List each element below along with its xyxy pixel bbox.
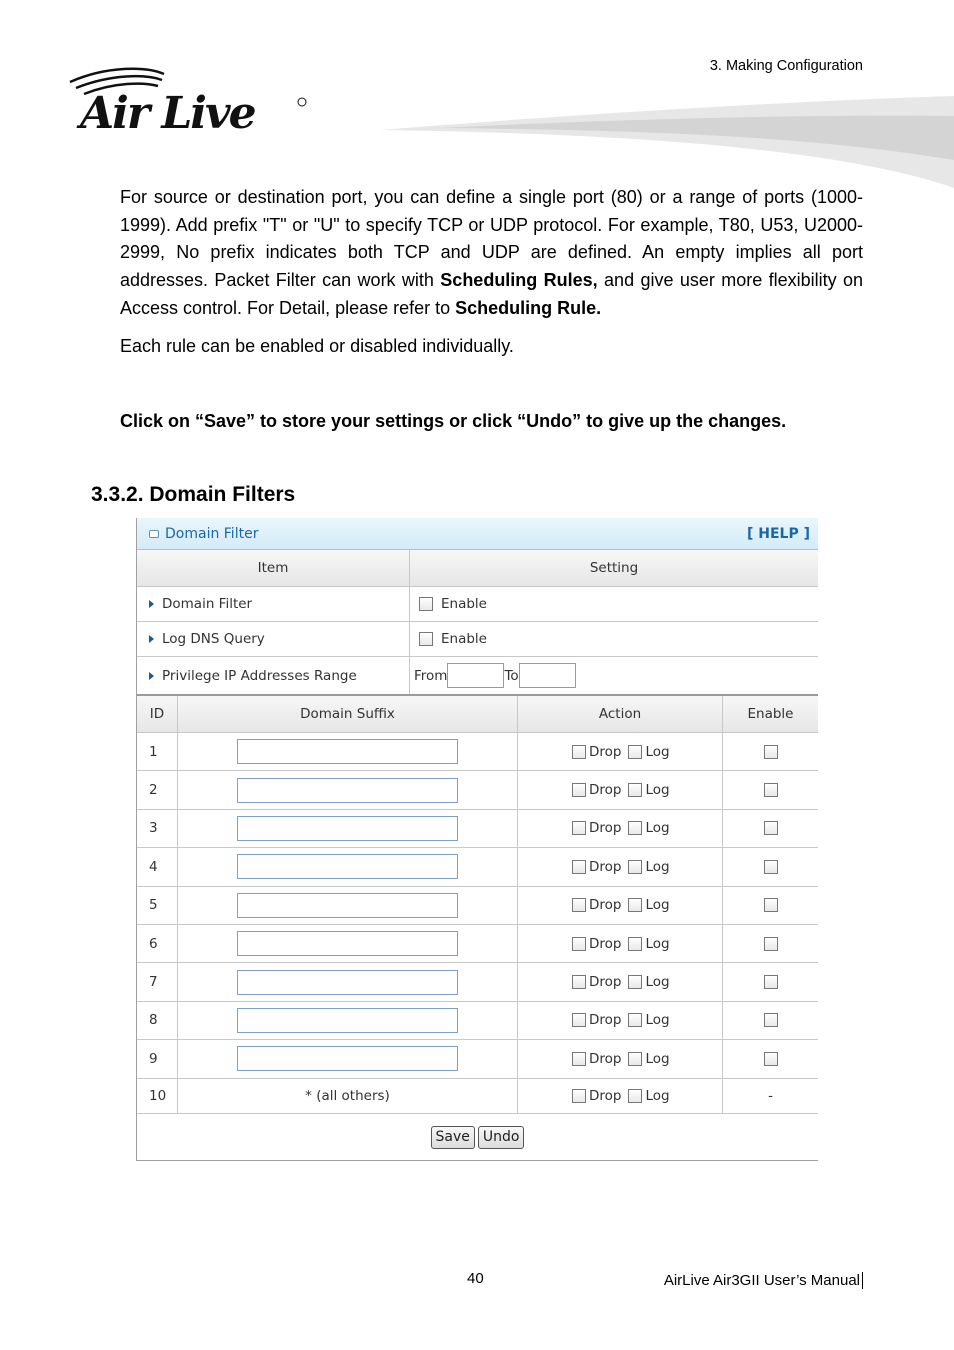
table-row: [137, 771, 818, 809]
panel-title: Domain Filter: [165, 525, 259, 542]
domain-suffix-input[interactable]: [237, 1008, 458, 1033]
domain-suffix-input[interactable]: [237, 1046, 458, 1071]
drop-label: Drop: [589, 743, 622, 760]
row-id: 4: [149, 858, 158, 875]
log-checkbox[interactable]: [628, 975, 642, 989]
row-id: 5: [149, 897, 158, 914]
domain-suffix-input[interactable]: [237, 970, 458, 995]
setting-label: Domain Filter: [162, 596, 253, 612]
panel-titlebar: [137, 518, 818, 550]
drop-label: Drop: [589, 1087, 622, 1104]
row-id: 1: [149, 743, 158, 760]
domain-suffix-input[interactable]: [237, 931, 458, 956]
enable-checkbox[interactable]: [764, 1013, 778, 1027]
airlive-logo: [66, 66, 316, 141]
drop-checkbox[interactable]: [572, 821, 586, 835]
domain-suffix-input[interactable]: [237, 816, 458, 841]
log-checkbox[interactable]: [628, 860, 642, 874]
arrow-icon: [149, 600, 154, 608]
enable-checkbox[interactable]: [764, 860, 778, 874]
all-others-label: * (all others): [305, 1087, 390, 1104]
enable-dash: -: [768, 1087, 773, 1104]
drop-label: Drop: [589, 858, 622, 875]
drop-label: Drop: [589, 820, 622, 837]
port-description: For source or destination port, you can define a single port (80) or a range of ports (1000-1999). Add prefix "T" or "U" to specify TCP or UDP protocol. For example, T80, U53, U2000-2999, No prefix indicates both TCP and UDP are defined. An empty implies all port addresses. Packet Filter can work with Scheduling Rules, and give user more flexibility on Access control. For Detail, please refer to Scheduling Rule.: [120, 187, 863, 318]
drop-checkbox[interactable]: [572, 1052, 586, 1066]
log-label: Log: [645, 935, 670, 952]
table-row: [137, 887, 818, 925]
row-id: 2: [149, 782, 158, 799]
undo-button[interactable]: Undo: [478, 1126, 525, 1149]
log-dns-enable-checkbox[interactable]: [419, 632, 433, 646]
svg-text:Air Live: Air Live: [80, 88, 255, 136]
log-label: Log: [645, 782, 670, 799]
drop-label: Drop: [589, 897, 622, 914]
log-label: Log: [645, 743, 670, 760]
row-id: 6: [149, 935, 158, 952]
domain-filter-enable-checkbox[interactable]: [419, 597, 433, 611]
to-label: To: [504, 667, 519, 684]
setting-label: Privilege IP Addresses Range: [162, 667, 357, 684]
log-checkbox[interactable]: [628, 1052, 642, 1066]
id-header: ID: [149, 706, 165, 722]
suffix-header: Domain Suffix: [300, 706, 395, 722]
row-id: 10: [149, 1087, 167, 1104]
table-row: [137, 810, 818, 848]
page-number: 40: [467, 1270, 484, 1287]
drop-checkbox[interactable]: [572, 1089, 586, 1103]
log-label: Log: [645, 858, 670, 875]
drop-checkbox[interactable]: [572, 745, 586, 759]
enable-checkbox[interactable]: [764, 745, 778, 759]
domain-filter-row: [137, 587, 818, 622]
log-dns-row: [137, 622, 818, 657]
domain-suffix-input[interactable]: [237, 854, 458, 879]
manual-title: AirLive Air3GII User’s Manual: [664, 1272, 863, 1289]
enable-checkbox[interactable]: [764, 783, 778, 797]
row-id: 7: [149, 974, 158, 991]
settings-header-row: [137, 550, 818, 587]
table-row: [137, 963, 818, 1001]
from-label: From: [414, 667, 448, 684]
drop-checkbox[interactable]: [572, 860, 586, 874]
drop-label: Drop: [589, 1012, 622, 1029]
domain-filter-panel: [136, 518, 818, 1161]
panel-bullet-icon: [149, 530, 159, 538]
ip-from-input[interactable]: [447, 663, 504, 688]
rules-header-row: [137, 696, 818, 733]
enable-checkbox[interactable]: [764, 821, 778, 835]
row-id: 8: [149, 1012, 158, 1029]
enable-label: Enable: [441, 596, 487, 612]
section-heading: 3.3.2. Domain Filters: [91, 483, 296, 506]
log-label: Log: [645, 1050, 670, 1067]
help-link[interactable]: [ HELP ]: [746, 525, 810, 542]
domain-suffix-input[interactable]: [237, 739, 458, 764]
table-row: [137, 848, 818, 886]
table-row: [137, 1002, 818, 1040]
log-checkbox[interactable]: [628, 783, 642, 797]
drop-label: Drop: [589, 1050, 622, 1067]
log-checkbox[interactable]: [628, 1089, 642, 1103]
privilege-ip-row: [137, 657, 818, 696]
drop-checkbox[interactable]: [572, 898, 586, 912]
log-label: Log: [645, 974, 670, 991]
log-checkbox[interactable]: [628, 821, 642, 835]
enable-label: Enable: [441, 631, 487, 647]
header-swoosh: [380, 90, 954, 195]
log-label: Log: [645, 897, 670, 914]
domain-suffix-input[interactable]: [237, 778, 458, 803]
setting-header: Setting: [589, 560, 639, 576]
button-row: [137, 1114, 818, 1160]
domain-suffix-input[interactable]: [237, 893, 458, 918]
drop-label: Drop: [589, 782, 622, 799]
save-instruction: Click on “Save” to store your settings or click “Undo” to give up the changes.: [120, 411, 787, 431]
table-row: [137, 1040, 818, 1078]
row-id: 9: [149, 1050, 158, 1067]
chapter-title: 3. Making Configuration: [709, 58, 863, 74]
table-row: [137, 1078, 818, 1114]
row-id: 3: [149, 820, 158, 837]
enable-header: Enable: [747, 706, 794, 722]
arrow-icon: [149, 635, 154, 643]
drop-label: Drop: [589, 974, 622, 991]
log-label: Log: [645, 1087, 670, 1104]
rule-note: Each rule can be enabled or disabled individually.: [120, 336, 514, 356]
table-row: [137, 733, 818, 771]
ip-to-input[interactable]: [519, 663, 576, 688]
log-checkbox[interactable]: [628, 898, 642, 912]
table-row: [137, 925, 818, 963]
action-header: Action: [598, 706, 642, 722]
drop-checkbox[interactable]: [572, 937, 586, 951]
drop-checkbox[interactable]: [572, 783, 586, 797]
log-checkbox[interactable]: [628, 1013, 642, 1027]
log-label: Log: [645, 820, 670, 837]
setting-label: Log DNS Query: [162, 631, 265, 647]
log-label: Log: [645, 1012, 670, 1029]
drop-label: Drop: [589, 935, 622, 952]
log-checkbox[interactable]: [628, 937, 642, 951]
drop-checkbox[interactable]: [572, 1013, 586, 1027]
enable-checkbox[interactable]: [764, 937, 778, 951]
enable-checkbox[interactable]: [764, 975, 778, 989]
enable-checkbox[interactable]: [764, 898, 778, 912]
enable-checkbox[interactable]: [764, 1052, 778, 1066]
item-header: Item: [257, 560, 289, 576]
drop-checkbox[interactable]: [572, 975, 586, 989]
arrow-icon: [149, 672, 154, 680]
save-button[interactable]: Save: [431, 1126, 475, 1149]
log-checkbox[interactable]: [628, 745, 642, 759]
